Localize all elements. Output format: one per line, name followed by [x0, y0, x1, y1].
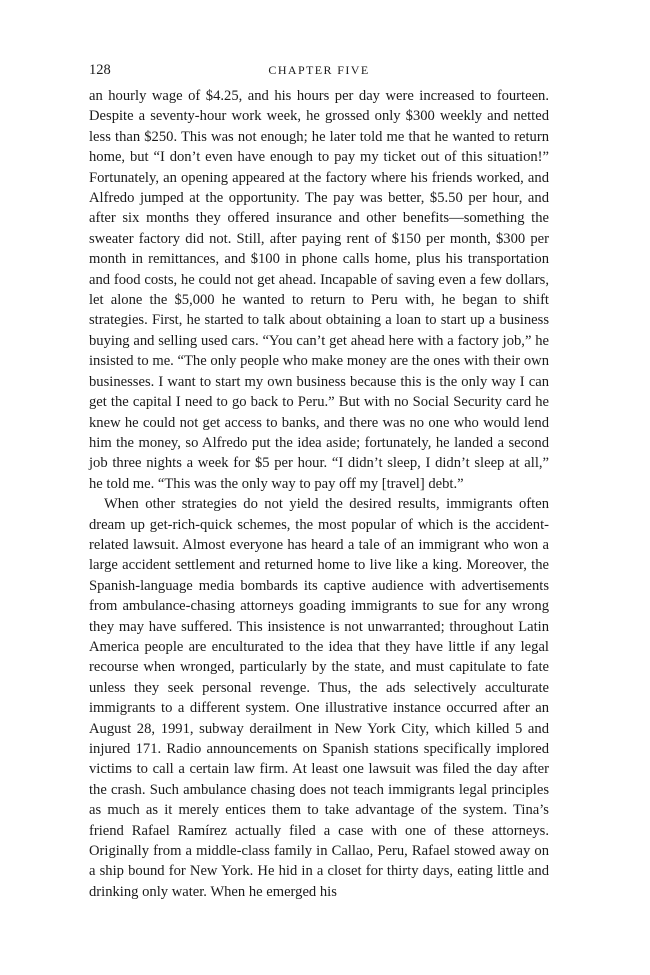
- paragraph-continued: an hourly wage of $4.25, and his hours per day were increased to fourteen. Despite a seventy-hour work week, he grossed only $300 weekly and netted less than $250. This was not enough; he later told me that he wanted to return home, but “I don’t even have enough to pay my ticket out of this situation!” Fortunately, an opening appeared at the factory where his friends worked, and Alfredo jumped at the opportunity. The pay was better, $5.50 per hour, and after six months they offered insurance and other benefits—something the sweater factory did not. Still, after paying rent of $150 per month, $300 per month in remittances, and $100 in phone calls home, plus his transportation and food costs, he could not get ahead. Incapable of saving even a few dollars, let alone the $5,000 he wanted to return to Peru with, he began to shift strategies. First, he started to talk about obtaining a loan to start up a business buying and selling used cars. “You can’t get ahead here with a factory job,” he insisted to me. “The only people who make money are the ones with their own businesses. I want to start my own business because this is the only way I can get the capital I need to go back to Peru.” But with no Social Security card he knew he could not get access to banks, and there was no one who would lend him the money, so Alfredo put the idea aside; fortunately, he landed a second job three nights a week for $5 per hour. “I didn’t sleep, I didn’t sleep at all,” he told me. “This was the only way to pay off my [travel] debt.”: [89, 88, 549, 492]
- page-number: 128: [89, 62, 111, 78]
- body-text: [89, 86, 549, 902]
- paragraph: When other strategies do not yield the desired results, immigrants often dream up get-rich-quick schemes, the most popular of which is the accident-related lawsuit. Almost everyone has heard a tale of an immigrant who won a large accident settlement and returned home to live like a king. Moreover, the Spanish-language media bombards its captive audience with advertisements from ambulance-chasing attorneys goading immigrants to sue for any wrong they may have suffered. This insistence is not unwarranted; throughout Latin America people are enculturated to the idea that they have little if any legal recourse when wronged, particularly by the state, and must capitulate to fate unless they seek personal revenge. Thus, the ads selectively acculturate immigrants to a different system. One illustrative instance occurred after an August 28, 1991, subway derailment in New York City, which killed 5 and injured 171. Radio announcements on Spanish stations specifically implored victims to call a certain law firm. At least one lawsuit was filed the day after the crash. Such ambulance chasing does not teach immigrants legal principles as much as it merely entices them to take advantage of the system. Tina’s friend Rafael Ramírez actually filed a case with one of these attorneys. Originally from a middle-class family in Callao, Peru, Rafael stowed away on a ship bound for New York. He hid in a closet for thirty days, eating little and drinking only water. When he emerged his: [89, 496, 549, 900]
- book-page: [89, 60, 549, 902]
- running-head: [89, 60, 549, 82]
- chapter-title: CHAPTER FIVE: [268, 63, 370, 77]
